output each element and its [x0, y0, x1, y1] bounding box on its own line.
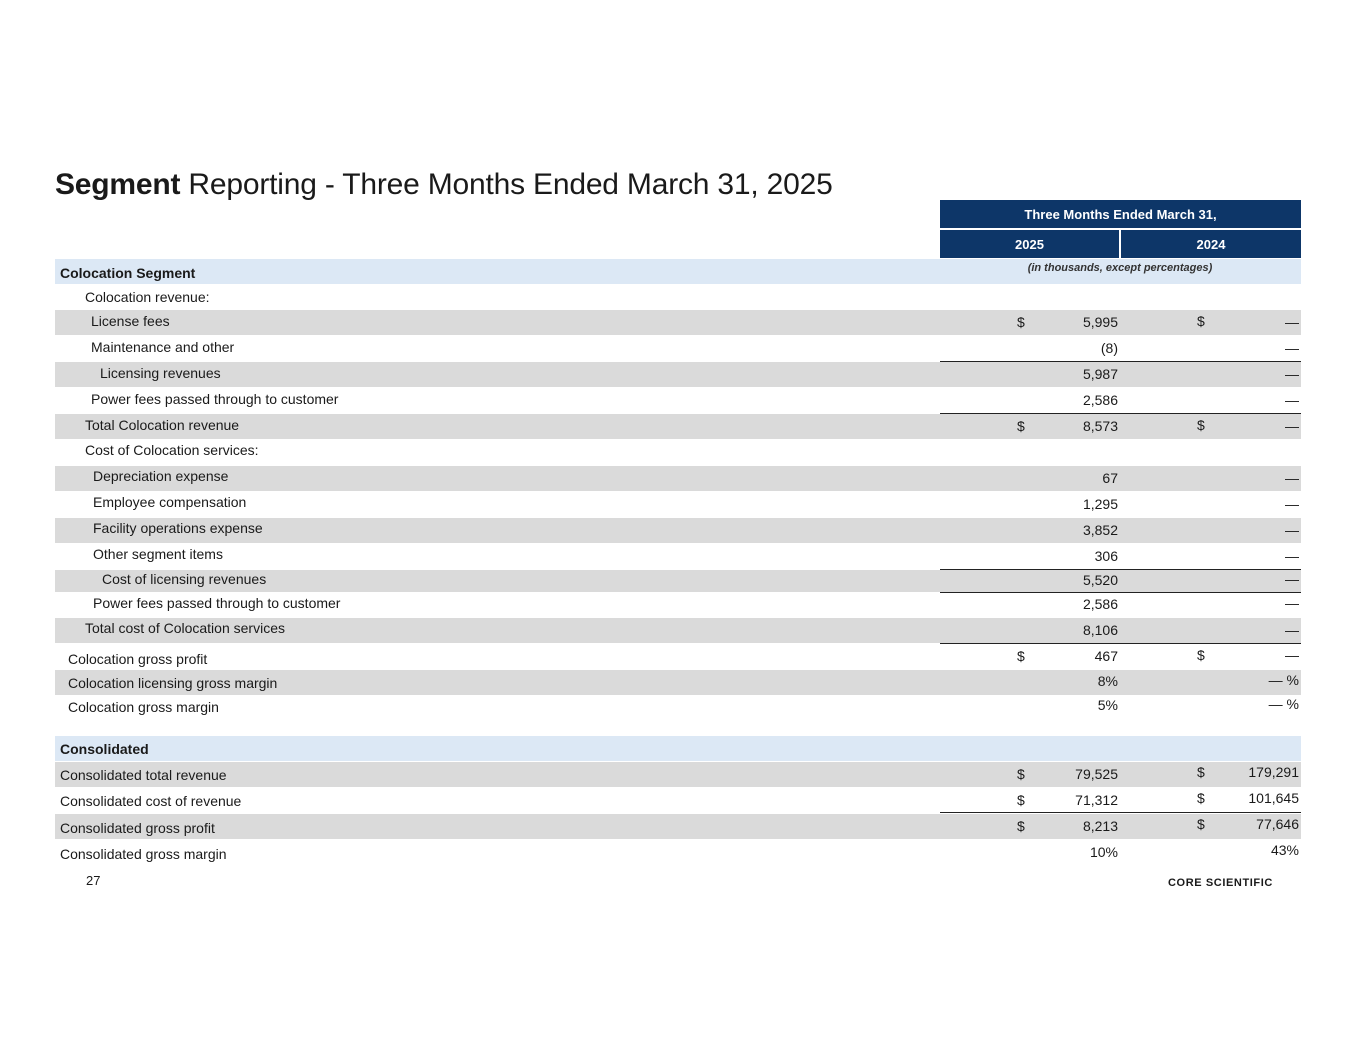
value-2025: 8%: [1097, 673, 1118, 689]
value-2024: 77,646: [1256, 816, 1299, 832]
cost-licensing-row: [55, 570, 1301, 592]
value-2024: —: [1285, 314, 1299, 330]
dollar-sign: $: [1197, 816, 1205, 832]
value-2024: —: [1285, 418, 1299, 434]
licensing-gross-margin-row: [55, 670, 1301, 695]
consolidated-gross-profit-row: [55, 814, 1301, 839]
facility-ops-row: [55, 518, 1301, 543]
maintenance-row: [55, 336, 1301, 361]
value-2024: 179,291: [1248, 764, 1299, 780]
value-2025: 71,312: [1075, 792, 1118, 808]
value-2025: 1,295: [1082, 496, 1118, 512]
row-label: Consolidated cost of revenue: [60, 793, 242, 809]
colocation-gross-profit-row: [55, 645, 1301, 670]
power-fees-revenue-row: [55, 388, 1301, 413]
value-2025: 467: [1094, 648, 1118, 664]
units-note: (in thousands, except percentages): [1027, 262, 1213, 274]
value-2024: —: [1285, 571, 1299, 587]
year-2024-header: 2024: [1121, 230, 1301, 258]
value-2024: —: [1285, 496, 1299, 512]
colocation-gross-margin-row: [55, 695, 1301, 720]
row-label: Colocation gross margin: [68, 699, 219, 715]
depreciation-row: [55, 466, 1301, 491]
employee-comp-row: [55, 492, 1301, 517]
row-label: Other segment items: [93, 546, 223, 562]
subtotal-rule: [940, 643, 1301, 644]
period-header: Three Months Ended March 31,: [940, 200, 1301, 228]
value-2025: 5,995: [1082, 314, 1118, 330]
row-label: Power fees passed through to customer: [93, 595, 341, 611]
value-2025: 8,213: [1082, 818, 1118, 834]
dollar-sign: $: [1197, 313, 1205, 329]
value-2024: —: [1285, 366, 1299, 382]
section-label: Colocation Segment: [60, 265, 196, 281]
value-2025: 3,852: [1082, 522, 1118, 538]
row-label: Employee compensation: [93, 494, 247, 510]
row-label: Colocation licensing gross margin: [68, 675, 278, 691]
consolidated-total-revenue-row: [55, 762, 1301, 787]
value-2024: —: [1285, 647, 1299, 663]
value-2024: —: [1285, 595, 1299, 611]
section-label: Consolidated: [60, 741, 149, 757]
row-label: Consolidated gross profit: [60, 820, 215, 836]
page-number: 27: [86, 873, 101, 888]
license-fees-row: [55, 310, 1301, 335]
value-2025: 306: [1094, 548, 1118, 564]
dollar-sign: $: [1017, 314, 1025, 330]
value-2024: —: [1285, 340, 1299, 356]
value-2024: 43%: [1270, 842, 1299, 858]
value-2024: — %: [1268, 696, 1299, 712]
value-2025: 10%: [1089, 844, 1118, 860]
row-label: Colocation gross profit: [68, 651, 208, 667]
row-label: Consolidated total revenue: [60, 767, 227, 783]
dollar-sign: $: [1197, 790, 1205, 806]
dollar-sign: $: [1017, 418, 1025, 434]
value-2024: — %: [1268, 672, 1299, 688]
value-2025: 5,987: [1082, 366, 1118, 382]
row-label: Colocation revenue:: [85, 289, 210, 305]
value-2025: 79,525: [1075, 766, 1118, 782]
row-label: Power fees passed through to customer: [91, 391, 339, 407]
value-2024: 101,645: [1248, 790, 1299, 806]
core-scientific-logo: CORE SCIENTIFIC: [1168, 877, 1273, 889]
value-2024: —: [1285, 548, 1299, 564]
row-label: License fees: [91, 313, 170, 329]
revenue-heading-row: [55, 285, 1301, 310]
cost-heading-row: [55, 440, 1301, 465]
dollar-sign: $: [1017, 792, 1025, 808]
dollar-sign: $: [1017, 648, 1025, 664]
subtotal-rule: [940, 812, 1301, 813]
row-label: Maintenance and other: [91, 339, 235, 355]
consolidated-gross-margin-row: [55, 840, 1301, 865]
dollar-sign: $: [1197, 647, 1205, 663]
value-2025: 8,573: [1082, 418, 1118, 434]
dollar-sign: $: [1017, 766, 1025, 782]
row-label: Consolidated gross margin: [60, 846, 227, 862]
value-2025: 5%: [1097, 697, 1118, 713]
value-2025: (8): [1100, 340, 1118, 356]
row-label: Cost of Colocation services:: [85, 442, 259, 458]
value-2024: —: [1285, 470, 1299, 486]
row-label: Depreciation expense: [93, 468, 229, 484]
value-2024: —: [1285, 622, 1299, 638]
value-2025: 2,586: [1082, 392, 1118, 408]
row-label: Total Colocation revenue: [85, 417, 240, 433]
row-label: Licensing revenues: [100, 365, 221, 381]
row-label: Cost of licensing revenues: [102, 571, 267, 587]
value-2025: 67: [1102, 470, 1118, 486]
consolidated-section-row: [55, 736, 1301, 761]
licensing-revenues-row: [55, 362, 1301, 387]
value-2024: —: [1285, 522, 1299, 538]
other-items-row: [55, 544, 1301, 569]
year-2025-header: 2025: [940, 230, 1119, 258]
value-2025: 5,520: [1082, 572, 1118, 588]
dollar-sign: $: [1017, 818, 1025, 834]
colocation-section-row: [55, 259, 1301, 284]
page-title: Segment Reporting - Three Months Ended March 31, 2025: [55, 168, 833, 201]
power-fees-cost-row: [55, 593, 1301, 618]
value-2024: —: [1285, 392, 1299, 408]
dollar-sign: $: [1197, 764, 1205, 780]
row-label: Total cost of Colocation services: [85, 620, 285, 636]
value-2025: 2,586: [1082, 596, 1118, 612]
row-label: Facility operations expense: [93, 520, 263, 536]
total-cost-row: [55, 618, 1301, 643]
value-2025: 8,106: [1082, 622, 1118, 638]
total-colocation-revenue-row: [55, 414, 1301, 439]
dollar-sign: $: [1197, 417, 1205, 433]
consolidated-cost-revenue-row: [55, 788, 1301, 813]
